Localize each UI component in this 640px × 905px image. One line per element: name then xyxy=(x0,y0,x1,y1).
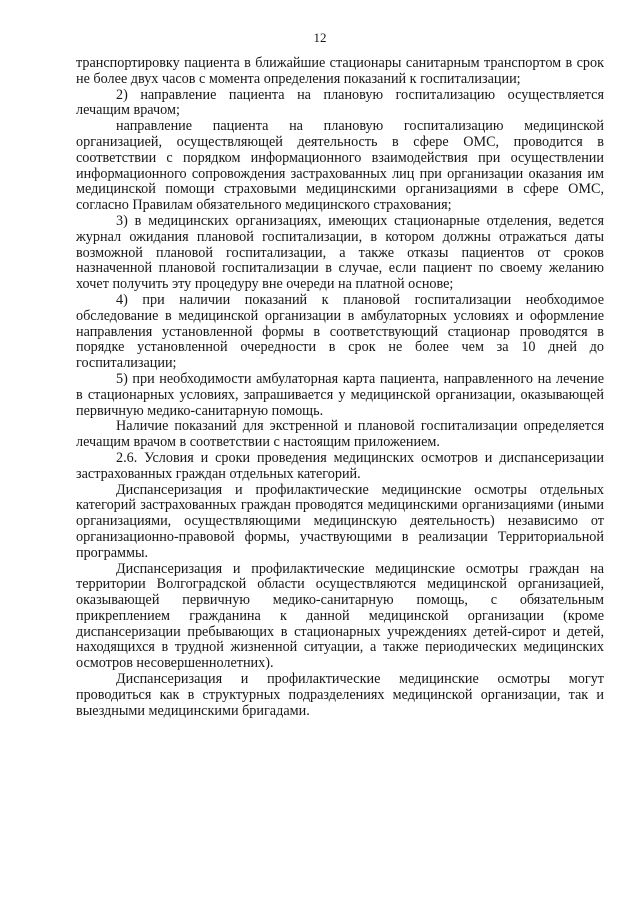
page-number: 12 xyxy=(313,30,327,45)
paragraph-dispensary-categories: Диспансеризация и профилактические медицинские осмотры отдельных категорий застрахованных граждан проводятся медицинскими организациями (иными организациями, осуществляющими медицинскую деятельность) независимо от организационно-правовой формы, участвующими в реализации Территориальной программы. xyxy=(76,481,604,561)
paragraph-transport: транспортировку пациента в ближайшие стационары санитарным транспортом в срок не более двух часов с момента определения показаний к госпитализации; xyxy=(76,55,604,87)
paragraph-dispensary-mobile: Диспансеризация и профилактические медицинские осмотры могут проводиться как в структурных подразделениях медицинской организации, так и выездными медицинскими бригадами. xyxy=(76,671,604,719)
paragraph-item-2: 2) направление пациента на плановую госпитализацию осуществляется лечащим врачом; xyxy=(76,86,604,119)
paragraph-item-5: 5) при необходимости амбулаторная карта пациента, направленного на лечение в стационарных условиях, запрашивается у медицинской организации, оказывающей первичную медико-санитарную помощь. xyxy=(76,370,604,419)
paragraph-referral-oms: направление пациента на плановую госпитализацию медицинской организацией, осуществляющей деятельность в сфере ОМС, проводится в соответствии с порядком информационного взаимодействия при осуществлении информационного сопровождения застрахованных лиц при организации оказания им медицинской помощи страховыми медицинскими организациями в сфере ОМС, согласно Правилам обязательного медицинского страхования; xyxy=(76,118,604,214)
paragraph-indications: Наличие показаний для экстренной и плановой госпитализации определяется лечащим врачом в соответствии с настоящим приложением. xyxy=(76,418,604,451)
section-heading-2-6: 2.6. Условия и сроки проведения медицинских осмотров и диспансеризации застрахованных граждан отдельных категорий. xyxy=(76,449,604,482)
document-body xyxy=(76,56,604,719)
paragraph-item-4: 4) при наличии показаний к плановой госпитализации необходимое обследование в медицинской организации в амбулаторных условиях и оформление направления установленной формы в соответствующий стационар проводятся в порядке установленной очередности в срок не более чем за 10 дней до госпитализации; xyxy=(76,291,604,372)
paragraph-item-3: 3) в медицинских организациях, имеющих стационарные отделения, ведется журнал ожидания плановой госпитализации, в котором должны отражаться даты возможной плановой госпитализации, а также отказы пациентов от сроков назначенной плановой госпитализации в случае, если пациент по своему желанию хочет получить эту процедуру вне очереди на платной основе; xyxy=(76,212,604,293)
paragraph-dispensary-territory: Диспансеризация и профилактические медицинские осмотры граждан на территории Волгоградской области осуществляются медицинской организацией, оказывающей первичную медико-санитарную помощь, с обязательным прикреплением гражданина к данной медицинской организации (кроме диспансеризации пребывающих в стационарных учреждениях детей-сирот и детей, находящихся в трудной жизненной ситуации, а также периодических медицинских осмотров несовершеннолетних). xyxy=(76,560,604,672)
